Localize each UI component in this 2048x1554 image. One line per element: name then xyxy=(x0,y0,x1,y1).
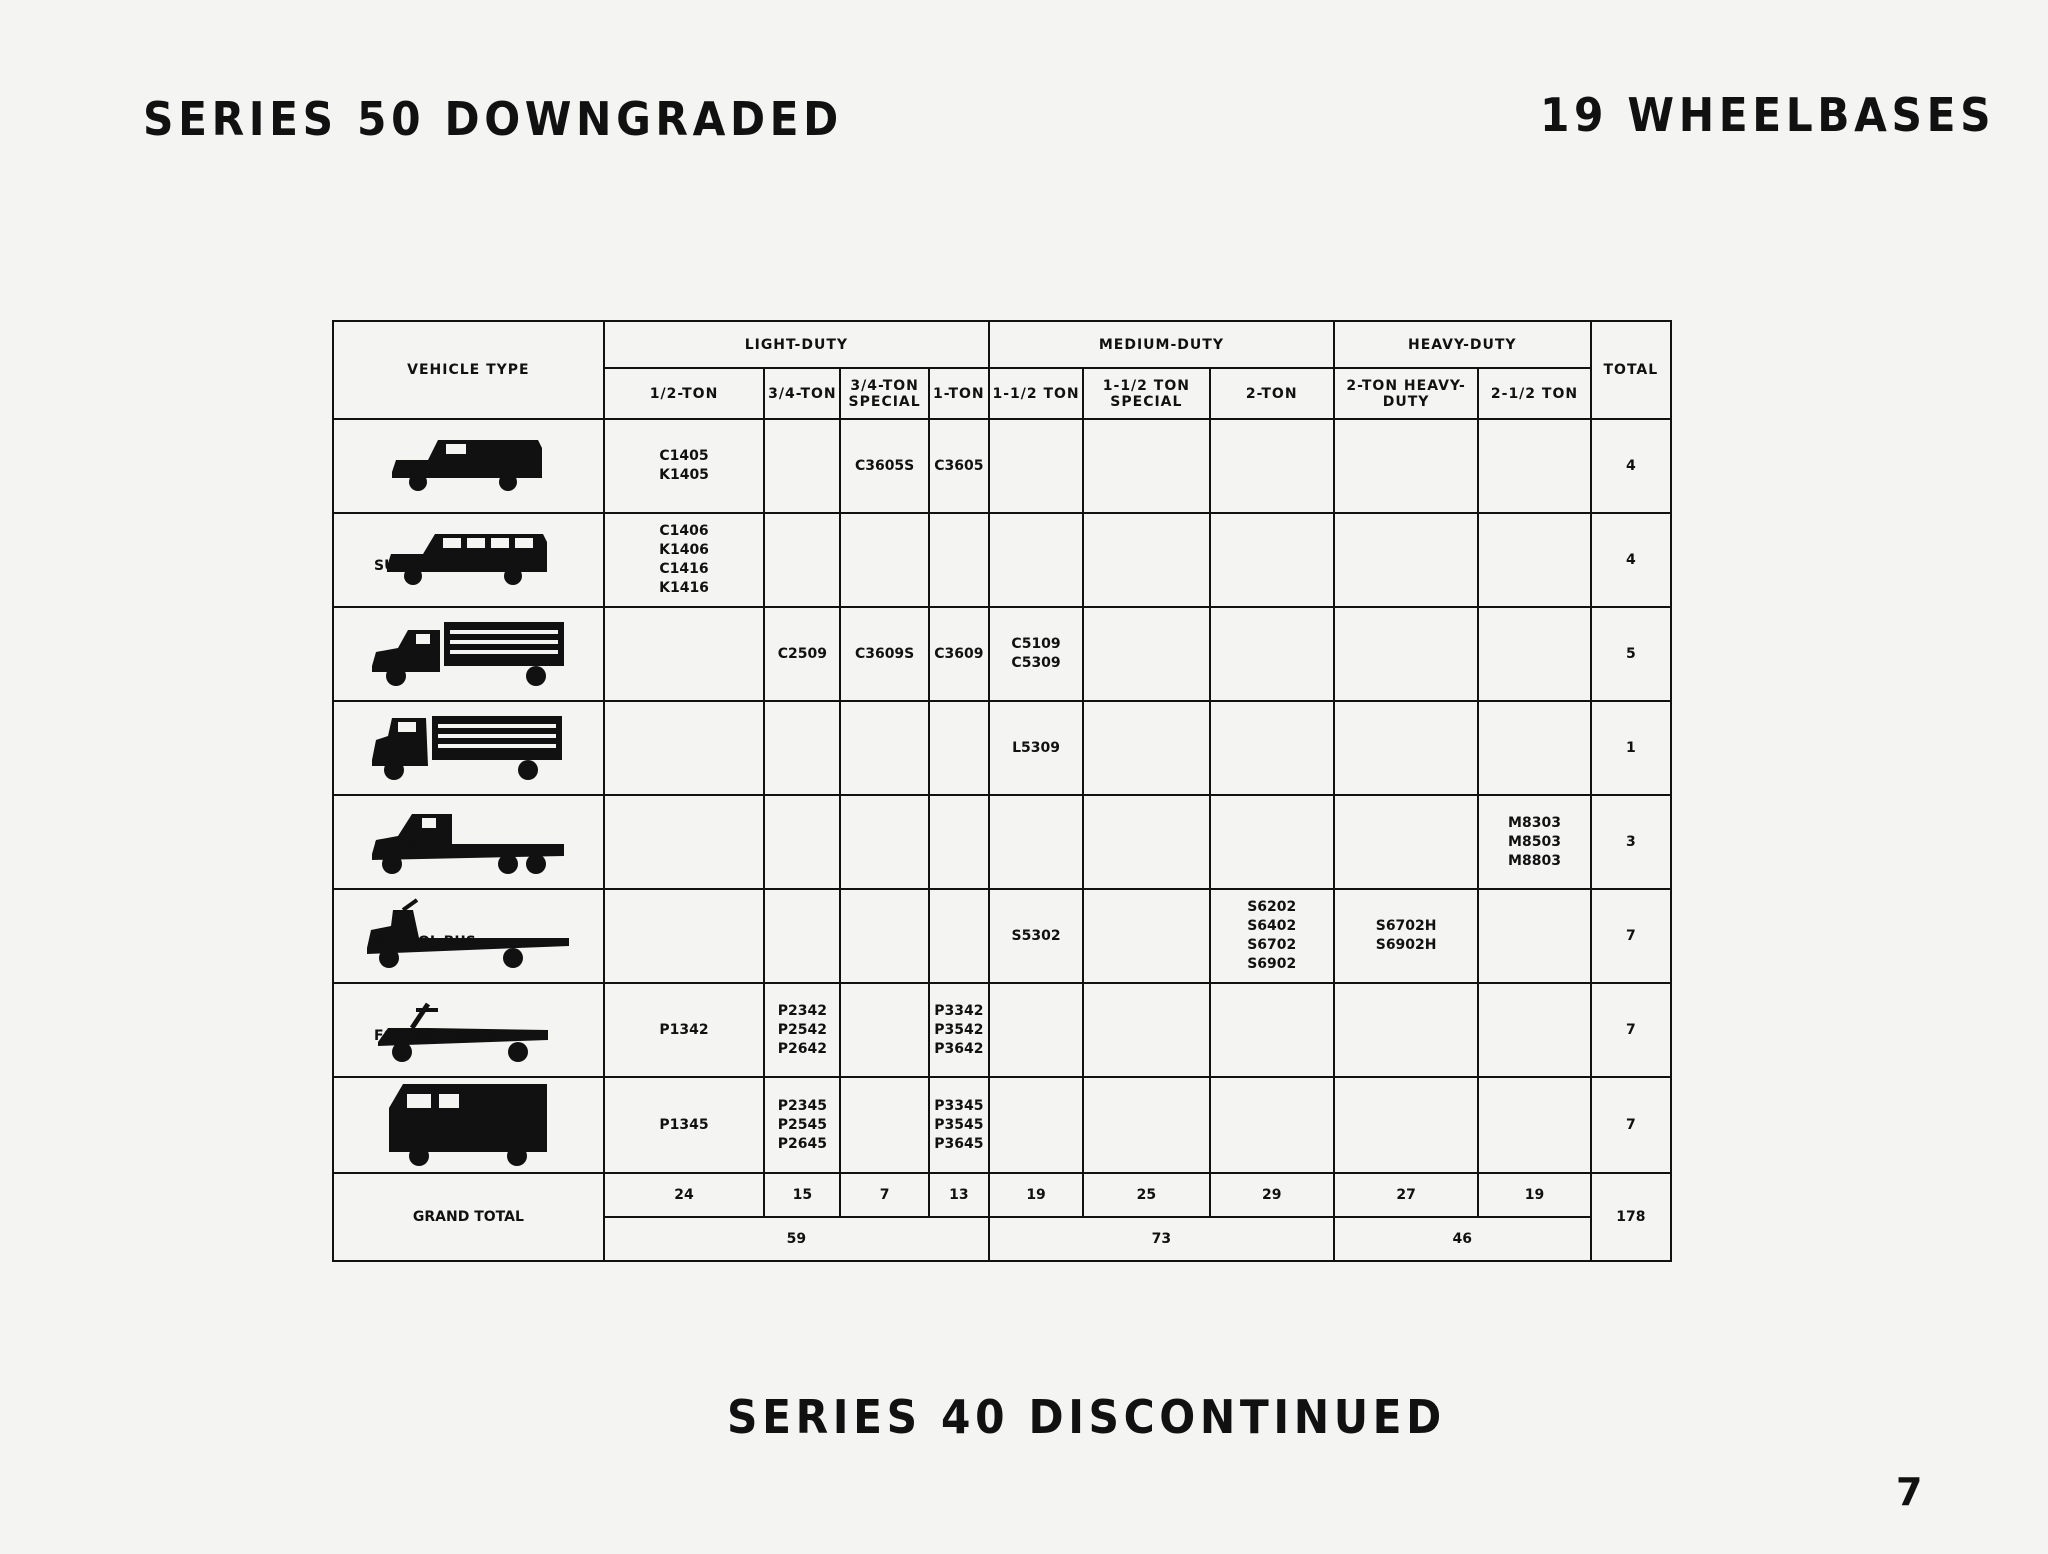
column-header: 1-1/2 TON SPECIAL xyxy=(1083,368,1209,419)
model-cell xyxy=(1083,1077,1209,1173)
model-cell: P2342 P2542 P2642 xyxy=(764,983,840,1077)
model-cell: P1342 xyxy=(604,983,764,1077)
model-cell xyxy=(1478,513,1590,607)
model-cell xyxy=(1083,795,1209,889)
vehicle-type-cell xyxy=(333,513,604,607)
model-cell xyxy=(989,1077,1083,1173)
model-cell xyxy=(989,983,1083,1077)
model-cell xyxy=(604,795,764,889)
model-cell xyxy=(1334,795,1478,889)
model-cell: C3605 xyxy=(929,419,989,513)
model-cell xyxy=(1083,701,1209,795)
stake-truck-lcf-icon xyxy=(368,710,568,782)
model-cell xyxy=(604,701,764,795)
model-cell xyxy=(840,1077,928,1173)
model-cell: P2345 P2545 P2645 xyxy=(764,1077,840,1173)
model-cell xyxy=(840,513,928,607)
model-cell xyxy=(989,419,1083,513)
table-row xyxy=(333,983,1671,1077)
group-header-heavy-duty: HEAVY-DUTY xyxy=(1334,321,1591,368)
vehicle-type-label: SCHOOL BUS xyxy=(374,934,476,950)
model-cell xyxy=(840,795,928,889)
model-cell xyxy=(1478,889,1590,983)
column-header: 1/2-TON xyxy=(604,368,764,419)
row-total: 7 xyxy=(1591,1077,1671,1173)
row-total: 1 xyxy=(1591,701,1671,795)
column-header: 2-TON HEAVY-DUTY xyxy=(1334,368,1478,419)
column-total: 25 xyxy=(1083,1173,1209,1217)
model-cell xyxy=(1334,607,1478,701)
model-cell xyxy=(1334,419,1478,513)
model-cell: L5309 xyxy=(989,701,1083,795)
model-cell xyxy=(1334,1077,1478,1173)
column-total: 19 xyxy=(1478,1173,1590,1217)
vehicle-type-cell xyxy=(333,795,604,889)
model-cell: C3605S xyxy=(840,419,928,513)
column-total: 24 xyxy=(604,1173,764,1217)
model-cell xyxy=(764,795,840,889)
row-total: 7 xyxy=(1591,983,1671,1077)
model-cell: P3345 P3545 P3645 xyxy=(929,1077,989,1173)
row-total: 7 xyxy=(1591,889,1671,983)
vehicle-type-label: SU L xyxy=(374,558,454,574)
model-cell xyxy=(1334,983,1478,1077)
model-cell: C3609S xyxy=(840,607,928,701)
model-cell xyxy=(1210,701,1334,795)
stake-truck-icon xyxy=(368,616,568,688)
model-cell xyxy=(929,513,989,607)
table-row xyxy=(333,795,1671,889)
column-header: 3/4-TON SPECIAL xyxy=(840,368,928,419)
model-cell: C1405 K1405 xyxy=(604,419,764,513)
row-total: 3 xyxy=(1591,795,1671,889)
model-cell xyxy=(1478,419,1590,513)
model-cell xyxy=(840,983,928,1077)
column-header: 1-TON xyxy=(929,368,989,419)
model-cell xyxy=(1334,701,1478,795)
grand-total-label: GRAND TOTAL xyxy=(333,1173,604,1261)
total-header: TOTAL xyxy=(1591,321,1671,419)
model-cell xyxy=(929,701,989,795)
model-cell: M8303 M8503 M8803 xyxy=(1478,795,1590,889)
model-cell xyxy=(840,889,928,983)
model-cell xyxy=(840,701,928,795)
model-cell: S6702H S6902H xyxy=(1334,889,1478,983)
column-header: 2-1/2 TON xyxy=(1478,368,1590,419)
model-cell xyxy=(764,701,840,795)
model-cell: S6202 S6402 S6702 S6902 xyxy=(1210,889,1334,983)
model-cell xyxy=(1210,1077,1334,1173)
model-cell xyxy=(764,419,840,513)
vehicle-type-cell xyxy=(333,983,604,1077)
model-cell xyxy=(929,889,989,983)
vehicle-type-label: FO RD CONTROL xyxy=(374,1028,518,1044)
model-cell xyxy=(1083,513,1209,607)
model-cell xyxy=(1210,795,1334,889)
page-footer: SERIES 40 DISCONTINUED xyxy=(727,1390,1446,1444)
column-total: 13 xyxy=(929,1173,989,1217)
model-cell: C5109 C5309 xyxy=(989,607,1083,701)
model-cell xyxy=(764,513,840,607)
model-cell xyxy=(1210,419,1334,513)
model-cell: C1406 K1406 C1416 K1416 xyxy=(604,513,764,607)
group-total-light-duty: 59 xyxy=(604,1217,989,1261)
model-cell xyxy=(1210,513,1334,607)
vehicle-type-label: NDEM xyxy=(374,840,421,856)
model-cell xyxy=(989,795,1083,889)
column-header: 3/4-TON xyxy=(764,368,840,419)
page-header-left: SERIES 50 DOWNGRADED xyxy=(143,92,843,146)
model-cell xyxy=(1083,607,1209,701)
vehicle-type-header: VEHICLE TYPE xyxy=(333,321,604,419)
vehicle-type-cell xyxy=(333,889,604,983)
table-row xyxy=(333,701,1671,795)
vehicle-type-cell xyxy=(333,701,604,795)
model-cell: C3609 xyxy=(929,607,989,701)
table-row xyxy=(333,607,1671,701)
vehicle-type-cell xyxy=(333,1077,604,1173)
model-cell xyxy=(764,889,840,983)
model-cell xyxy=(1478,701,1590,795)
table-row xyxy=(333,1077,1671,1173)
model-cell xyxy=(1334,513,1478,607)
model-cell xyxy=(1210,983,1334,1077)
model-cell xyxy=(1210,607,1334,701)
column-total: 19 xyxy=(989,1173,1083,1217)
column-total: 15 xyxy=(764,1173,840,1217)
table-row xyxy=(333,513,1671,607)
table-row xyxy=(333,419,1671,513)
model-cell xyxy=(929,795,989,889)
model-cell: S5302 xyxy=(989,889,1083,983)
page-number: 7 xyxy=(1896,1470,1923,1514)
group-total-heavy-duty: 46 xyxy=(1334,1217,1591,1261)
model-cell xyxy=(1478,607,1590,701)
model-cell xyxy=(1083,983,1209,1077)
model-cell xyxy=(1083,889,1209,983)
group-header-light-duty: LIGHT-DUTY xyxy=(604,321,989,368)
model-cell xyxy=(604,889,764,983)
model-cell xyxy=(1478,1077,1590,1173)
model-cell: P3342 P3542 P3642 xyxy=(929,983,989,1077)
row-total: 4 xyxy=(1591,513,1671,607)
vehicle-type-cell xyxy=(333,419,604,513)
model-cell xyxy=(604,607,764,701)
column-header: 2-TON xyxy=(1210,368,1334,419)
column-total: 7 xyxy=(840,1173,928,1217)
column-header: 1-1/2 TON xyxy=(989,368,1083,419)
model-cell: C2509 xyxy=(764,607,840,701)
row-total: 5 xyxy=(1591,607,1671,701)
group-header-medium-duty: MEDIUM-DUTY xyxy=(989,321,1334,368)
vehicle-type-cell xyxy=(333,607,604,701)
row-total: 4 xyxy=(1591,419,1671,513)
group-total-medium-duty: 73 xyxy=(989,1217,1334,1261)
step-van-icon xyxy=(383,1078,553,1168)
panel-truck-icon xyxy=(388,434,548,494)
overall-total: 178 xyxy=(1591,1173,1671,1261)
model-cell xyxy=(1478,983,1590,1077)
model-cell: P1345 xyxy=(604,1077,764,1173)
model-cell xyxy=(1083,419,1209,513)
vehicle-summary-table xyxy=(332,320,1672,1262)
page-header-right: 19 WHEELBASES xyxy=(1540,88,1996,142)
column-total: 27 xyxy=(1334,1173,1478,1217)
model-cell xyxy=(989,513,1083,607)
column-total: 29 xyxy=(1210,1173,1334,1217)
table-row xyxy=(333,889,1671,983)
